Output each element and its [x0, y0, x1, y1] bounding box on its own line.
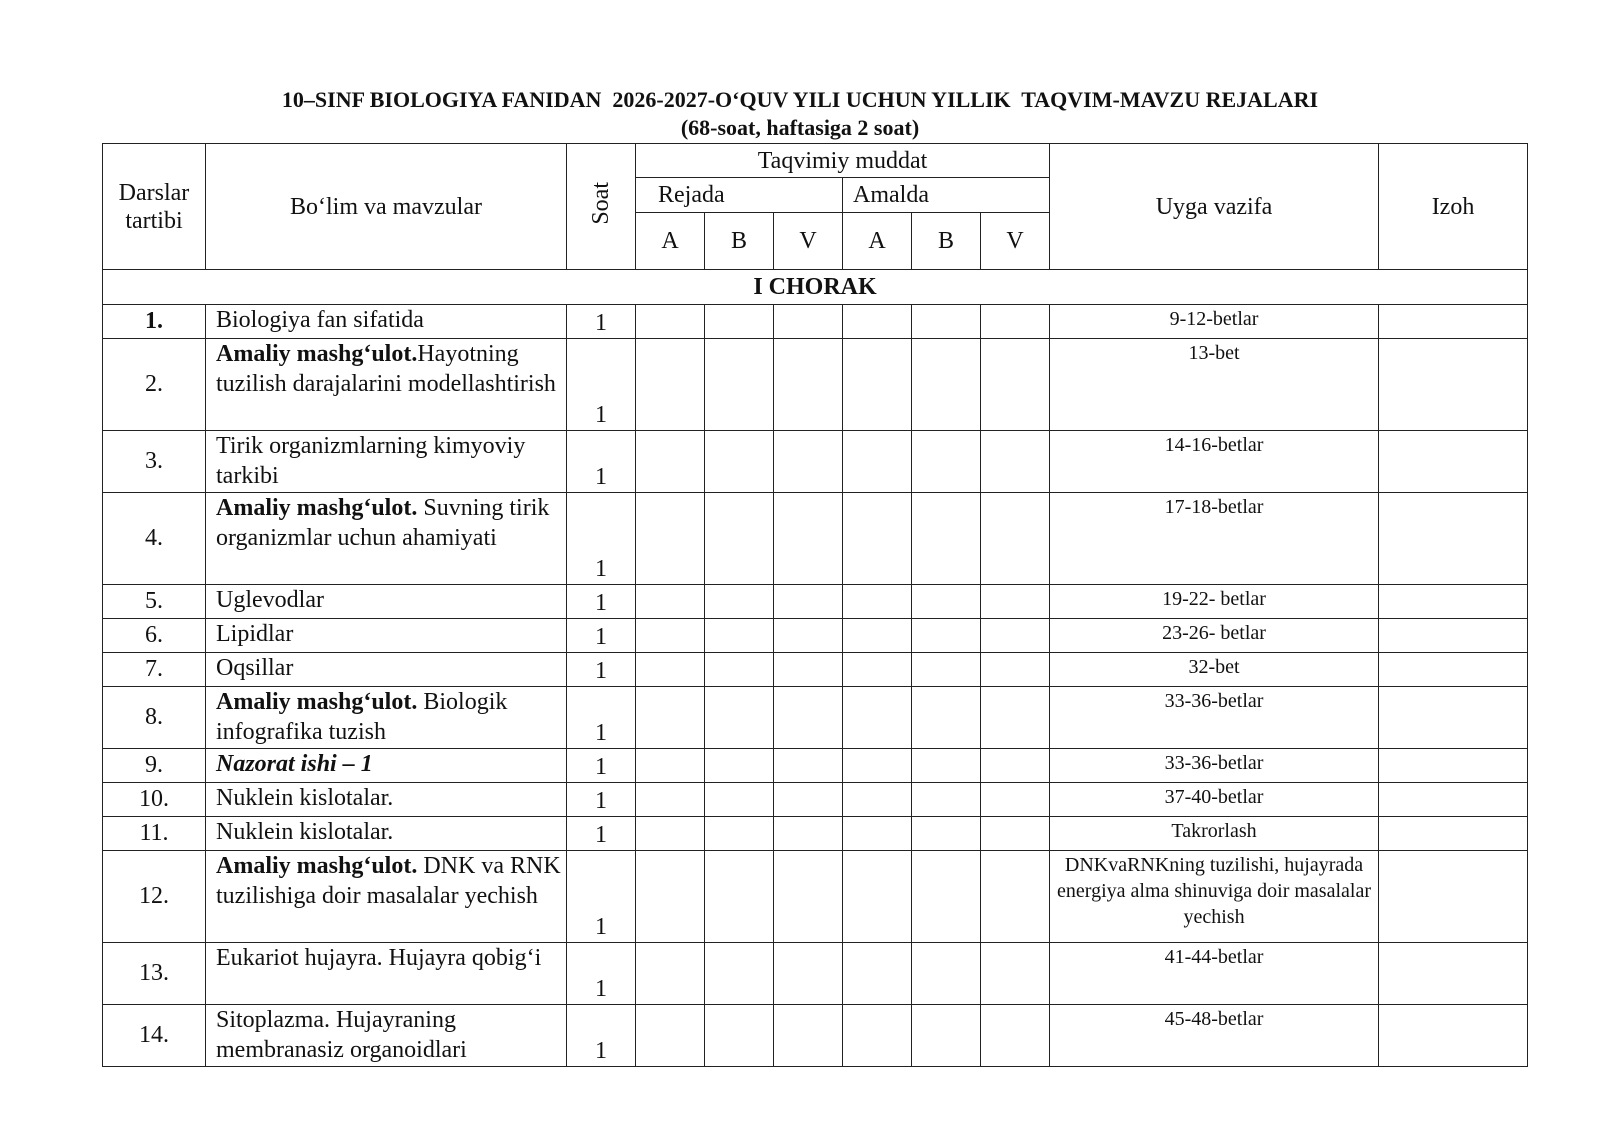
table-row	[103, 431, 1528, 493]
table-row	[103, 585, 1528, 619]
date-cell	[636, 339, 705, 431]
header-sub-a: A	[843, 213, 912, 270]
date-cell	[912, 653, 981, 687]
lesson-number: 10.	[103, 783, 206, 817]
lesson-topic	[206, 619, 567, 653]
topic-text: Oqsillar	[216, 655, 294, 681]
topic-text: Lipidlar	[216, 621, 294, 647]
table-row	[103, 493, 1528, 585]
document-subtitle: (68-soat, haftasiga 2 soat)	[680, 115, 920, 140]
date-cell	[912, 943, 981, 1005]
date-cell	[981, 339, 1050, 431]
homework-cell: DNKvaRNKning tuzilishi, hujayrada energiya alma shinuviga doir masalalar yechish	[1050, 851, 1379, 943]
topic-text: Tirik organizmlarning kimyoviy tarkibi	[216, 433, 526, 489]
homework-cell: 19-22- betlar	[1050, 585, 1379, 619]
topic-text: Biologik infografika tuzish	[216, 689, 508, 745]
lesson-topic	[206, 783, 567, 817]
header-sub-v: V	[981, 213, 1050, 270]
table-row	[103, 339, 1528, 431]
homework-cell: 37-40-betlar	[1050, 783, 1379, 817]
lesson-number: 4.	[103, 493, 206, 585]
table-row	[103, 851, 1528, 943]
date-cell	[774, 943, 843, 1005]
lesson-hours: 1	[567, 749, 636, 783]
date-cell	[705, 339, 774, 431]
date-cell	[636, 749, 705, 783]
topic-bold-prefix: Amaliy mashg‘ulot.	[216, 853, 418, 879]
date-cell	[981, 653, 1050, 687]
topic-italic-bold: Nazorat ishi – 1	[216, 751, 373, 777]
date-cell	[843, 687, 912, 749]
note-cell	[1379, 687, 1528, 749]
date-cell	[912, 687, 981, 749]
topic-text: Nuklein kislotalar.	[216, 785, 394, 811]
date-cell	[705, 749, 774, 783]
lesson-hours: 1	[567, 1005, 636, 1067]
date-cell	[912, 493, 981, 585]
header-uyga: Uyga vazifa	[1050, 144, 1379, 270]
lesson-hours: 1	[567, 817, 636, 851]
lesson-hours: 1	[567, 493, 636, 585]
note-cell	[1379, 585, 1528, 619]
date-cell	[912, 749, 981, 783]
date-cell	[843, 653, 912, 687]
note-cell	[1379, 431, 1528, 493]
date-cell	[636, 305, 705, 339]
lesson-topic	[206, 1005, 567, 1067]
date-cell	[705, 687, 774, 749]
homework-cell: 23-26- betlar	[1050, 619, 1379, 653]
header-izoh: Izoh	[1379, 144, 1528, 270]
date-cell	[912, 339, 981, 431]
header-bolim: Bo‘lim va mavzular	[206, 144, 567, 270]
homework-cell: 41-44-betlar	[1050, 943, 1379, 1005]
lesson-number: 14.	[103, 1005, 206, 1067]
date-cell	[912, 619, 981, 653]
date-cell	[843, 431, 912, 493]
date-cell	[843, 305, 912, 339]
table-row	[103, 783, 1528, 817]
table-row	[103, 1005, 1528, 1067]
homework-cell: 32-bet	[1050, 653, 1379, 687]
lesson-topic	[206, 749, 567, 783]
lesson-number: 9.	[103, 749, 206, 783]
note-cell	[1379, 493, 1528, 585]
lesson-hours: 1	[567, 851, 636, 943]
homework-cell: 45-48-betlar	[1050, 1005, 1379, 1067]
table-row	[103, 619, 1528, 653]
date-cell	[705, 493, 774, 585]
date-cell	[912, 1005, 981, 1067]
section-label: I CHORAK	[103, 270, 1528, 305]
date-cell	[843, 1005, 912, 1067]
date-cell	[843, 783, 912, 817]
header-rejada: Rejada	[636, 178, 843, 213]
header-soat	[567, 144, 636, 270]
date-cell	[981, 851, 1050, 943]
lesson-topic	[206, 339, 567, 431]
date-cell	[843, 851, 912, 943]
date-cell	[981, 305, 1050, 339]
date-cell	[774, 585, 843, 619]
date-cell	[774, 783, 843, 817]
date-cell	[636, 851, 705, 943]
lesson-number: 11.	[103, 817, 206, 851]
date-cell	[981, 431, 1050, 493]
homework-cell: Takrorlash	[1050, 817, 1379, 851]
date-cell	[774, 619, 843, 653]
date-cell	[636, 783, 705, 817]
date-cell	[636, 493, 705, 585]
lesson-number: 3.	[103, 431, 206, 493]
date-cell	[981, 1005, 1050, 1067]
lesson-hours: 1	[567, 653, 636, 687]
note-cell	[1379, 943, 1528, 1005]
lesson-hours: 1	[567, 783, 636, 817]
lesson-topic	[206, 493, 567, 585]
note-cell	[1379, 339, 1528, 431]
topic-text: Nuklein kislotalar.	[216, 819, 394, 845]
note-cell	[1379, 619, 1528, 653]
date-cell	[981, 783, 1050, 817]
date-cell	[636, 585, 705, 619]
topic-text: DNK va RNK tuzilishiga doir masalalar yechish	[216, 853, 561, 909]
lesson-hours: 1	[567, 339, 636, 431]
lesson-topic	[206, 431, 567, 493]
topic-bold-prefix: Amaliy mashg‘ulot.	[216, 341, 418, 367]
homework-cell: 33-36-betlar	[1050, 749, 1379, 783]
date-cell	[843, 619, 912, 653]
topic-text: Uglevodlar	[216, 587, 324, 613]
lesson-number: 7.	[103, 653, 206, 687]
date-cell	[636, 687, 705, 749]
homework-cell: 33-36-betlar	[1050, 687, 1379, 749]
date-cell	[774, 817, 843, 851]
homework-cell: 9-12-betlar	[1050, 305, 1379, 339]
lesson-topic	[206, 585, 567, 619]
table-row	[103, 687, 1528, 749]
topic-text: Biologiya fan sifatida	[216, 307, 424, 333]
date-cell	[912, 305, 981, 339]
date-cell	[912, 585, 981, 619]
table-row	[103, 817, 1528, 851]
date-cell	[981, 749, 1050, 783]
date-cell	[705, 585, 774, 619]
date-cell	[705, 431, 774, 493]
lesson-topic	[206, 817, 567, 851]
date-cell	[774, 653, 843, 687]
note-cell	[1379, 653, 1528, 687]
header-sub-b: B	[705, 213, 774, 270]
table-row	[103, 749, 1528, 783]
date-cell	[705, 817, 774, 851]
table-row	[103, 943, 1528, 1005]
lesson-hours: 1	[567, 305, 636, 339]
lesson-hours: 1	[567, 687, 636, 749]
topic-text: Sitoplazma. Hujayraning membranasiz organoidlari	[216, 1007, 467, 1063]
date-cell	[912, 851, 981, 943]
note-cell	[1379, 851, 1528, 943]
header-darslar: Darslar tartibi	[103, 144, 206, 270]
date-cell	[912, 431, 981, 493]
date-cell	[636, 817, 705, 851]
lesson-topic	[206, 653, 567, 687]
note-cell	[1379, 817, 1528, 851]
topic-bold-prefix: Amaliy mashg‘ulot.	[216, 495, 418, 521]
lesson-hours: 1	[567, 431, 636, 493]
lesson-number: 8.	[103, 687, 206, 749]
date-cell	[981, 619, 1050, 653]
note-cell	[1379, 749, 1528, 783]
topic-bold-prefix: Amaliy mashg‘ulot.	[216, 689, 418, 715]
date-cell	[774, 305, 843, 339]
date-cell	[981, 585, 1050, 619]
lesson-hours: 1	[567, 943, 636, 1005]
header-amalda: Amalda	[843, 178, 1050, 213]
date-cell	[636, 431, 705, 493]
lesson-number: 1.	[103, 305, 206, 339]
date-cell	[774, 431, 843, 493]
lesson-hours: 1	[567, 585, 636, 619]
table-row	[103, 305, 1528, 339]
date-cell	[981, 817, 1050, 851]
date-cell	[774, 493, 843, 585]
lesson-topic	[206, 851, 567, 943]
date-cell	[981, 687, 1050, 749]
lesson-topic	[206, 943, 567, 1005]
date-cell	[705, 943, 774, 1005]
homework-cell: 14-16-betlar	[1050, 431, 1379, 493]
header-taqvimiy: Taqvimiy muddat	[636, 144, 1050, 178]
date-cell	[774, 851, 843, 943]
lesson-number: 5.	[103, 585, 206, 619]
date-cell	[843, 749, 912, 783]
date-cell	[912, 783, 981, 817]
homework-cell: 17-18-betlar	[1050, 493, 1379, 585]
header-sub-v: V	[774, 213, 843, 270]
homework-cell: 13-bet	[1050, 339, 1379, 431]
date-cell	[774, 1005, 843, 1067]
date-cell	[843, 493, 912, 585]
lesson-hours: 1	[567, 619, 636, 653]
lesson-number: 2.	[103, 339, 206, 431]
date-cell	[843, 817, 912, 851]
note-cell	[1379, 1005, 1528, 1067]
date-cell	[843, 339, 912, 431]
lesson-number: 13.	[103, 943, 206, 1005]
date-cell	[774, 687, 843, 749]
topic-text: Hayotning tuzilish darajalarini modellashtirish	[216, 341, 556, 397]
date-cell	[774, 749, 843, 783]
topic-text: Suvning tirik organizmlar uchun ahamiyati	[216, 495, 550, 551]
date-cell	[981, 493, 1050, 585]
date-cell	[774, 339, 843, 431]
lesson-number: 12.	[103, 851, 206, 943]
note-cell	[1379, 305, 1528, 339]
date-cell	[636, 1005, 705, 1067]
date-cell	[705, 619, 774, 653]
lesson-number: 6.	[103, 619, 206, 653]
date-cell	[843, 943, 912, 1005]
date-cell	[705, 851, 774, 943]
date-cell	[705, 305, 774, 339]
date-cell	[636, 619, 705, 653]
date-cell	[843, 585, 912, 619]
header-sub-a: A	[636, 213, 705, 270]
date-cell	[636, 943, 705, 1005]
header-sub-b: B	[912, 213, 981, 270]
date-cell	[981, 943, 1050, 1005]
header-soat-label: Soat	[588, 181, 614, 225]
date-cell	[705, 1005, 774, 1067]
table-row	[103, 653, 1528, 687]
plan-table	[102, 143, 1528, 1067]
date-cell	[705, 653, 774, 687]
lesson-topic	[206, 305, 567, 339]
note-cell	[1379, 783, 1528, 817]
date-cell	[705, 783, 774, 817]
date-cell	[912, 817, 981, 851]
document-title: 10–SINF BIOLOGIYA FANIDAN 2026-2027-O‘QUV YILI UCHUN YILLIK TAQVIM-MAVZU REJALARI	[281, 87, 1319, 112]
date-cell	[636, 653, 705, 687]
lesson-topic	[206, 687, 567, 749]
topic-text: Eukariot hujayra. Hujayra qobig‘i	[216, 945, 542, 971]
